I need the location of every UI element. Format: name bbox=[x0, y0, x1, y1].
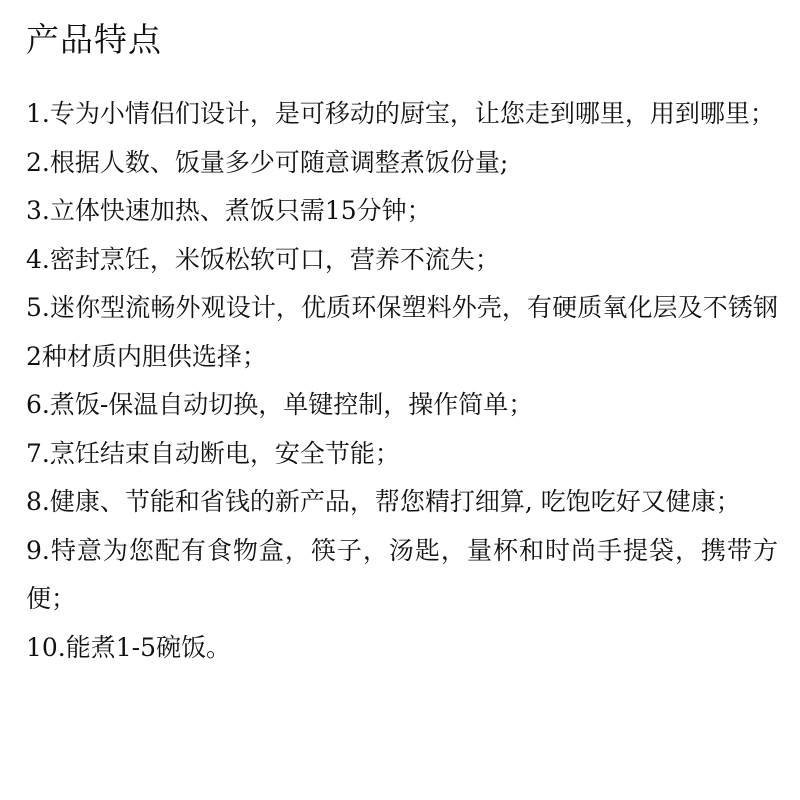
feature-item-7: 7.烹饪结束自动断电，安全节能； bbox=[26, 438, 400, 468]
feature-item-3: 3.立体快速加热、煮饭只需15分钟； bbox=[26, 196, 432, 225]
feature-item-1: 1.专为小情侣们设计，是可移动的厨宝，让您走到哪里，用到哪里； bbox=[26, 99, 775, 128]
page-title: 产品特点 bbox=[26, 20, 162, 59]
feature-item-5: 5.迷你型流畅外观设计，优质环保塑料外壳，有硬质氧化层及不锈钢2种材质内胆供选择； bbox=[26, 293, 778, 371]
feature-item-4: 4.密封烹饪，米饭松软可口，营养不流失； bbox=[26, 244, 500, 274]
feature-item-8: 8.健康、节能和省钱的新产品，帮您精打细算, 吃饱吃好又健康； bbox=[26, 487, 741, 516]
feature-item-10: 10.能煮1-5碗饭。 bbox=[26, 632, 232, 662]
feature-item-9: 9.特意为您配有食物盒，筷子，汤匙，量杯和时尚手提袋，携带方便； bbox=[26, 535, 778, 613]
feature-item-2: 2.根据人数、饭量多少可随意调整煮饭份量; bbox=[26, 147, 509, 177]
feature-list bbox=[26, 90, 778, 672]
feature-item-6: 6.煮饭-保温自动切换，单键控制，操作简单； bbox=[26, 390, 534, 419]
